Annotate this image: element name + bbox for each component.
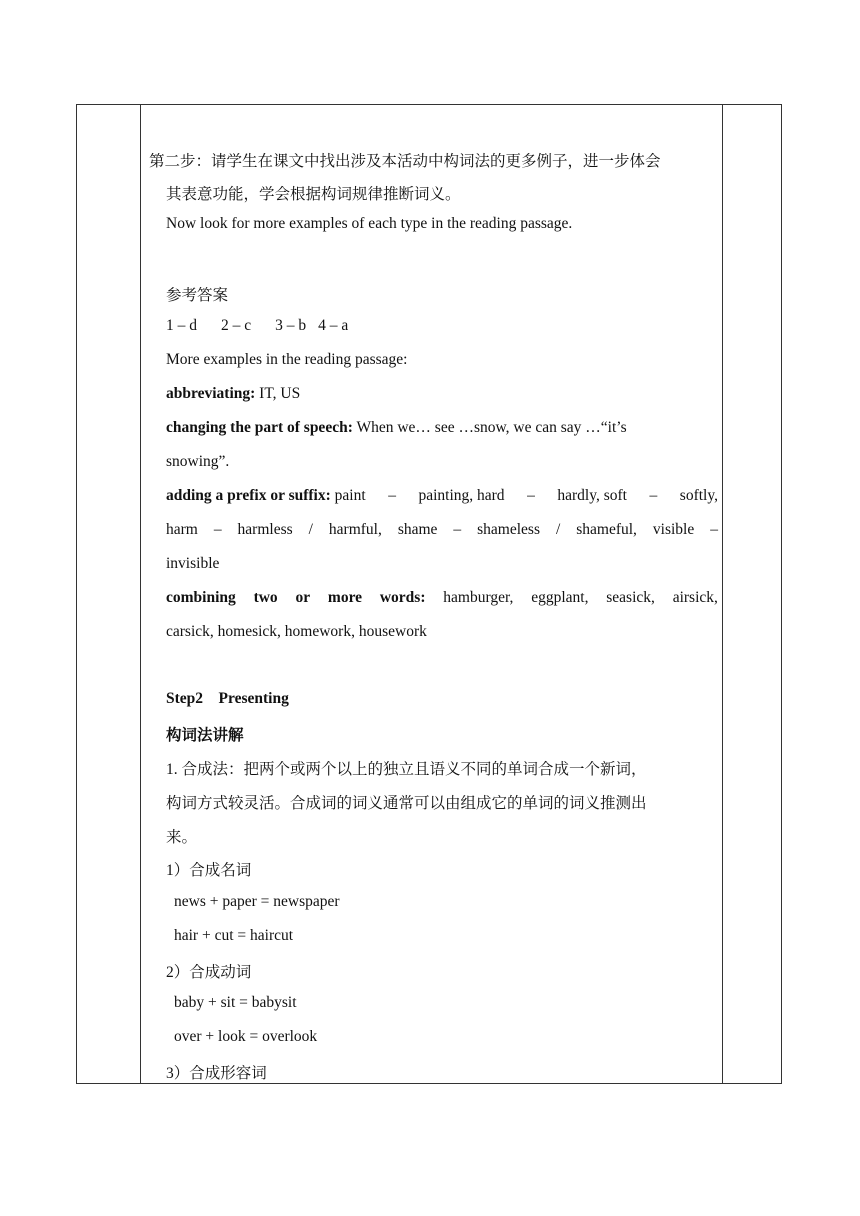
compound-noun-example: hair + cut = haircut xyxy=(174,927,294,944)
lesson-table xyxy=(76,104,782,1084)
combining-word: hamburger, xyxy=(443,589,514,606)
compound-noun-title: 1）合成名词 xyxy=(166,862,252,879)
answer-1: 1 – d xyxy=(166,317,197,334)
affix-line2 xyxy=(166,521,718,539)
combining-line1 xyxy=(166,589,718,607)
abbreviating-line xyxy=(166,385,300,403)
part-of-speech-line xyxy=(166,419,718,437)
step2-heading: Step2 Presenting xyxy=(166,690,289,707)
affix-word: – xyxy=(527,487,535,504)
affix-line3: invisible xyxy=(166,555,220,572)
affix-word: shameless xyxy=(477,521,540,538)
compound-para-line2: 构词方式较灵活。合成词的词义通常可以由组成它的单词的词义推测出 xyxy=(166,795,647,812)
affix-word: – xyxy=(453,521,462,538)
abbreviating-label: abbreviating: xyxy=(166,385,256,402)
compound-noun-example: news + paper = newspaper xyxy=(174,893,340,910)
answers-title: 参考答案 xyxy=(166,287,229,304)
column-divider-right xyxy=(722,105,723,1083)
answer-2: 2 – c xyxy=(221,317,252,334)
affix-word: harm xyxy=(166,521,198,538)
affix-word: paint xyxy=(334,487,366,504)
combining-word: airsick, xyxy=(672,589,718,606)
part-of-speech-text: When we… see …snow, we can say …“it’s xyxy=(352,419,627,436)
combining-word: eggplant, xyxy=(531,589,589,606)
affix-word: softly, xyxy=(679,487,718,504)
affix-word: harmful, xyxy=(328,521,382,538)
combining-word: combining xyxy=(166,589,236,606)
compound-para-line3: 来。 xyxy=(166,829,198,846)
affix-word: / xyxy=(555,521,561,538)
affix-word: shameful, xyxy=(576,521,637,538)
step-intro-line2: 其表意功能，学会根据构词规律推断词义。 xyxy=(166,186,461,203)
affix-line1 xyxy=(166,487,718,505)
combining-word: two xyxy=(253,589,278,606)
content-cell xyxy=(141,105,721,1083)
answer-3: 3 – b xyxy=(275,317,307,334)
abbreviating-text: IT, US xyxy=(255,385,301,402)
compound-verb-example: over + look = overlook xyxy=(174,1028,318,1045)
combining-word: seasick, xyxy=(606,589,655,606)
compound-para-line1: 1. 合成法：把两个或两个以上的独立且语义不同的单词合成一个新词， xyxy=(166,761,647,778)
affix-label: adding a prefix or suffix: xyxy=(166,487,331,504)
affix-word: harmless xyxy=(237,521,293,538)
step2-subheading: 构词法讲解 xyxy=(166,727,244,744)
affix-word: painting, hard xyxy=(418,487,505,504)
compound-adj-title: 3）合成形容词 xyxy=(166,1065,267,1082)
combining-word: more xyxy=(327,589,363,606)
combining-word: words: xyxy=(379,589,426,606)
part-of-speech-line2: snowing”. xyxy=(166,453,230,470)
part-of-speech-label: changing the part of speech: xyxy=(166,419,353,436)
answer-4: 4 – a xyxy=(318,317,349,334)
affix-word: / xyxy=(308,521,313,538)
affix-word: visible xyxy=(652,521,695,538)
combining-line2: carsick, homesick, homework, housework xyxy=(166,623,427,640)
step-intro-english: Now look for more examples of each type in the reading passage. xyxy=(166,215,573,232)
affix-word: – xyxy=(710,521,718,538)
answer-key xyxy=(166,317,348,335)
compound-verb-example: baby + sit = babysit xyxy=(174,994,297,1011)
more-examples: More examples in the reading passage: xyxy=(166,351,408,368)
affix-word: – xyxy=(213,521,222,538)
affix-word: – xyxy=(649,487,658,504)
affix-word: shame xyxy=(397,521,438,538)
combining-word: or xyxy=(295,589,311,606)
affix-word: hardly, soft xyxy=(557,487,627,504)
affix-word: – xyxy=(388,487,396,504)
step-intro-line1: 第二步：请学生在课文中找出涉及本活动中构词法的更多例子，进一步体会 xyxy=(149,153,661,170)
compound-verb-title: 2）合成动词 xyxy=(166,964,252,981)
